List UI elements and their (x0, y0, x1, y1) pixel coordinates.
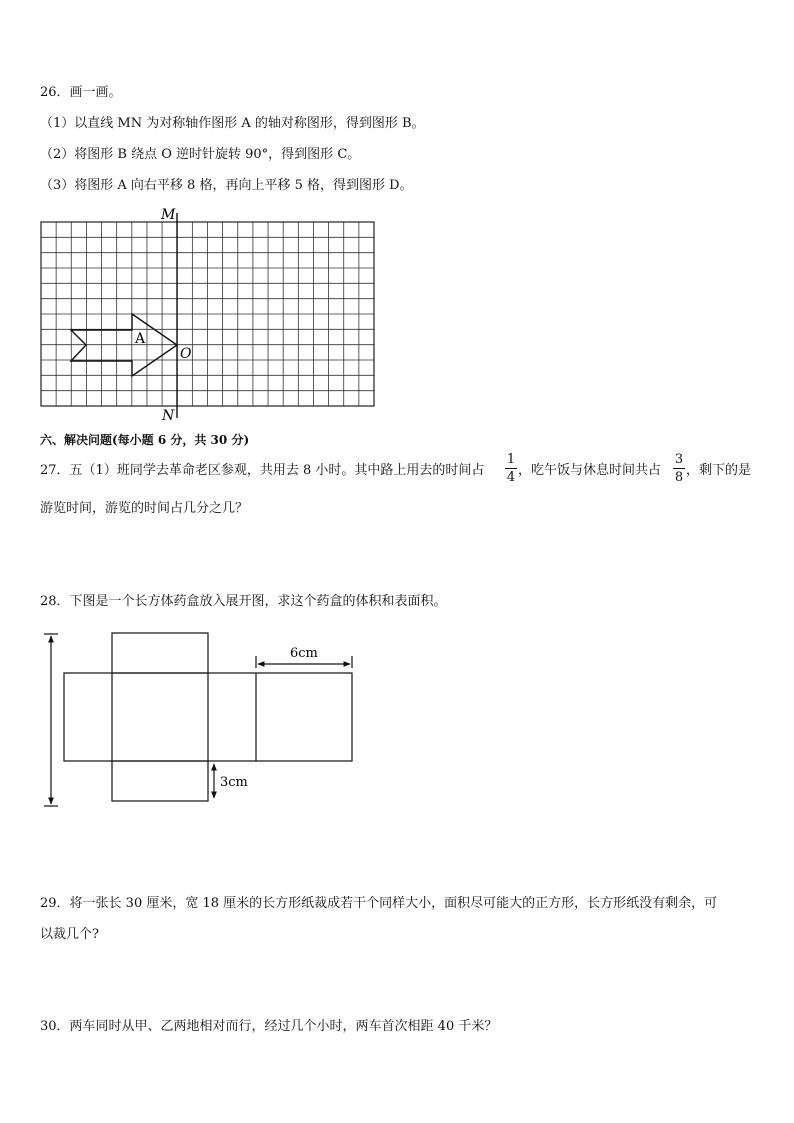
q27-part3: ，剩下的是 (686, 463, 752, 478)
q27-line2: 游览时间，游览的时间占几分之几？ (40, 501, 249, 516)
box-net-figure (0, 620, 794, 820)
label-m: M (161, 207, 176, 223)
fraction-one-quarter (505, 452, 517, 485)
q29-line2: 以裁几个? (40, 927, 99, 942)
q28-text: 28．下图是一个长方体药盒放入展开图，求这个药盒的体积和表面积。 (40, 594, 447, 609)
label-6cm: 6cm (290, 646, 318, 661)
label-n: N (162, 408, 175, 424)
net-top-face (112, 633, 208, 673)
q27-part2: ，吃午饭与休息时间共占 (518, 463, 662, 478)
fraction-numerator: 1 (506, 452, 516, 467)
fraction-denominator: 8 (674, 470, 684, 485)
grid-figure (0, 0, 794, 440)
section-heading: 六、解决问题(每小题 6 分，共 30 分) (40, 433, 250, 447)
q26-sub2: （2）将图形 B 绕点 O 逆时针旋转 90°，得到图形 C。 (40, 147, 361, 162)
fraction-three-eighths (673, 452, 685, 485)
fraction-denominator: 4 (506, 470, 516, 485)
q26-sub3: （3）将图形 A 向右平移 8 格，再向上平移 5 格，得到图形 D。 (40, 178, 413, 193)
grid-lines (41, 222, 374, 406)
q26-sub1: （1）以直线 MN 为对称轴作图形 A 的轴对称图形，得到图形 B。 (40, 116, 425, 131)
label-3cm: 3cm (220, 775, 248, 790)
q26-title: 26．画一画。 (40, 85, 122, 100)
q27-part1: 27．五（1）班同学去革命老区参观，共用去 8 小时。其中路上用去的时间占 (40, 463, 485, 478)
q30-text: 30．两车同时从甲、乙两地相对而行，经过几个小时，两车首次相距 40 千米？ (40, 1019, 498, 1034)
label-a: A (135, 331, 146, 347)
fraction-numerator: 3 (674, 452, 684, 467)
net-bottom-face (112, 761, 208, 801)
label-o: O (180, 346, 192, 362)
q29-line1: 29．将一张长 30 厘米，宽 18 厘米的长方形纸裁成若干个同样大小，面积尽可能大的正方形，长方形纸没有剩余，可 (40, 896, 718, 911)
